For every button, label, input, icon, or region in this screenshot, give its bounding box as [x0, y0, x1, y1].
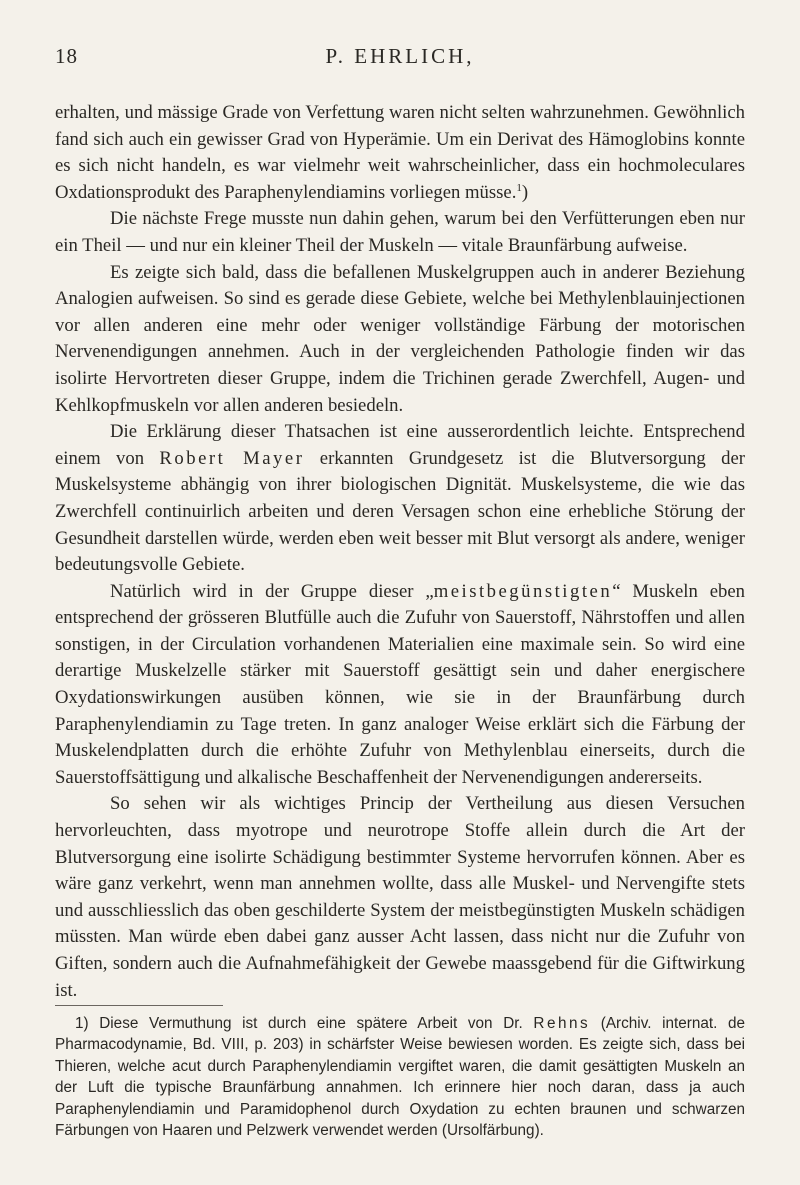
footnote-divider [55, 1005, 223, 1006]
footnotes [55, 1013, 745, 1141]
author-name: Rehns [533, 1015, 591, 1032]
paragraph [55, 579, 745, 792]
paragraph: So sehen wir als wichtiges Princip der Vertheilung aus diesen Versuchen hervorleuchten, dass myotrope und neurotrope Stoffe allein durch die Art der Blutversorgung eine isolirte Schädigung bestimmter Systeme hervorrufen können. Aber es wäre ganz verkehrt, wenn man annehmen wollte, dass alle Muskel- und Nervengifte stets und ausschliesslich das oben geschilderte System der meistbegünstigten Muskeln schädigen müssten. Man würde eben dabei ganz ausser Acht lassen, dass nicht nur die Zufuhr von Giften, sondern auch die Aufnahmefähigkeit der Gewebe maassgebend für die Giftwirkung ist. [55, 793, 745, 1001]
emphasis-text: meistbegünstigten [433, 580, 613, 602]
paragraph-text: Die Erklärung dieser Thatsachen ist eine ausserordentlich leichte. Entsprechend einem von [55, 421, 745, 469]
footnote [55, 1013, 745, 1141]
paragraph-text: erkannten Grundgesetz ist die Blutversorgung der Muskelsysteme abhängig von ihrer biologischen Dignität. Muskelsysteme, die wie das Zwerchfell continuirlich arbeiten und deren Versagen schon eine erhebliche Störung der Gesundheit darstellen würde, werden eben weit besser mit Blut versorgt als andere, weniger bedeutungsvolle Gebiete. [55, 447, 745, 576]
paragraph [55, 100, 745, 206]
footnote-marker: 1 [516, 181, 522, 194]
paragraph [55, 419, 745, 579]
author-name: Robert Mayer [159, 447, 305, 469]
paragraph-text: “ Muskeln eben entsprechend der grösseren Blutfülle auch die Zufuhr von Sauerstoff, Nährstoffen und allen sonstigen, in der Circulation vorhandenen Materialien eine maximale sein. So wird eine derartige Muskelzelle stärker mit Sauerstoff gesättigt sein und daher energischere Oxydationswirkungen ausüben können, wie sie in der Braunfärbung durch Paraphenylendiamin zu Tage treten. In ganz analoger Weise erklärt sich die Färbung der Muskelendplatten durch die erhöhte Zufuhr von Methylenblau einerseits, durch die Sauerstoffsättigung und alkalische Beschaffenheit der Nervenendigungen andererseits. [55, 580, 745, 788]
footnote-text: 1) Diese Vermuthung ist durch eine spätere Arbeit von Dr. [75, 1015, 534, 1032]
main-text [55, 100, 745, 1004]
page-number: 18 [55, 44, 78, 68]
footnote-marker-paren: ) [521, 181, 529, 203]
paragraph: Es zeigte sich bald, dass die befallenen Muskelgruppen auch in anderer Beziehung Analogien aufweisen. So sind es gerade diese Gebiete, welche bei Methylenblauinjectionen vor allen anderen eine mehr oder weniger vollständige Färbung der motorischen Nervenendigungen annehmen. Auch in der vergleichenden Pathologie finden wir das isolirte Hervortreten dieser Gruppe, indem die Trichinen gerade Zwerchfell, Augen- und Kehlkopfmuskeln vor allen anderen besiedeln. [55, 261, 745, 416]
footnote-text: (Archiv. internat. de Pharmacodynamie, Bd. VIII, p. 203) in schärfster Weise bewiesen worden. Es zeigte sich, dass bei Thieren, welche acut durch Paraphenylendiamin vergiftet waren, die damit gesättigten Muskeln an der Luft die typische Braunfärbung annahmen. Ich erinnere hier noch daran, dass ja auch Paraphenylendiamin und Paramidophenol durch Oxydation zu echten braunen und schwarzen Färbungen von Haaren und Pelzwerk verwendet werden (Ursolfärbung). [55, 1015, 746, 1140]
running-head: P. EHRLICH, [325, 44, 475, 68]
paragraph-text: erhalten, und mässige Grade von Verfettung waren nicht selten wahrzunehmen. Gewöhnlich fand sich auch ein gewisser Grad von Hyperämie. Um ein Derivat des Hämoglobins konnte es sich nicht handeln, es war vielmehr weit wahrscheinlicher, dass ein hochmoleculares Oxdationsprodukt des Paraphenylendiamins vorliegen müsse. [55, 102, 745, 203]
page-header [55, 44, 745, 74]
paragraph: Die nächste Frege musste nun dahin gehen, warum bei den Verfütterungen eben nur ein Theil — und nur ein kleiner Theil der Muskeln — vitale Braunfärbung aufweise. [55, 208, 745, 256]
paragraph-text: Natürlich wird in der Gruppe dieser „ [110, 580, 434, 602]
